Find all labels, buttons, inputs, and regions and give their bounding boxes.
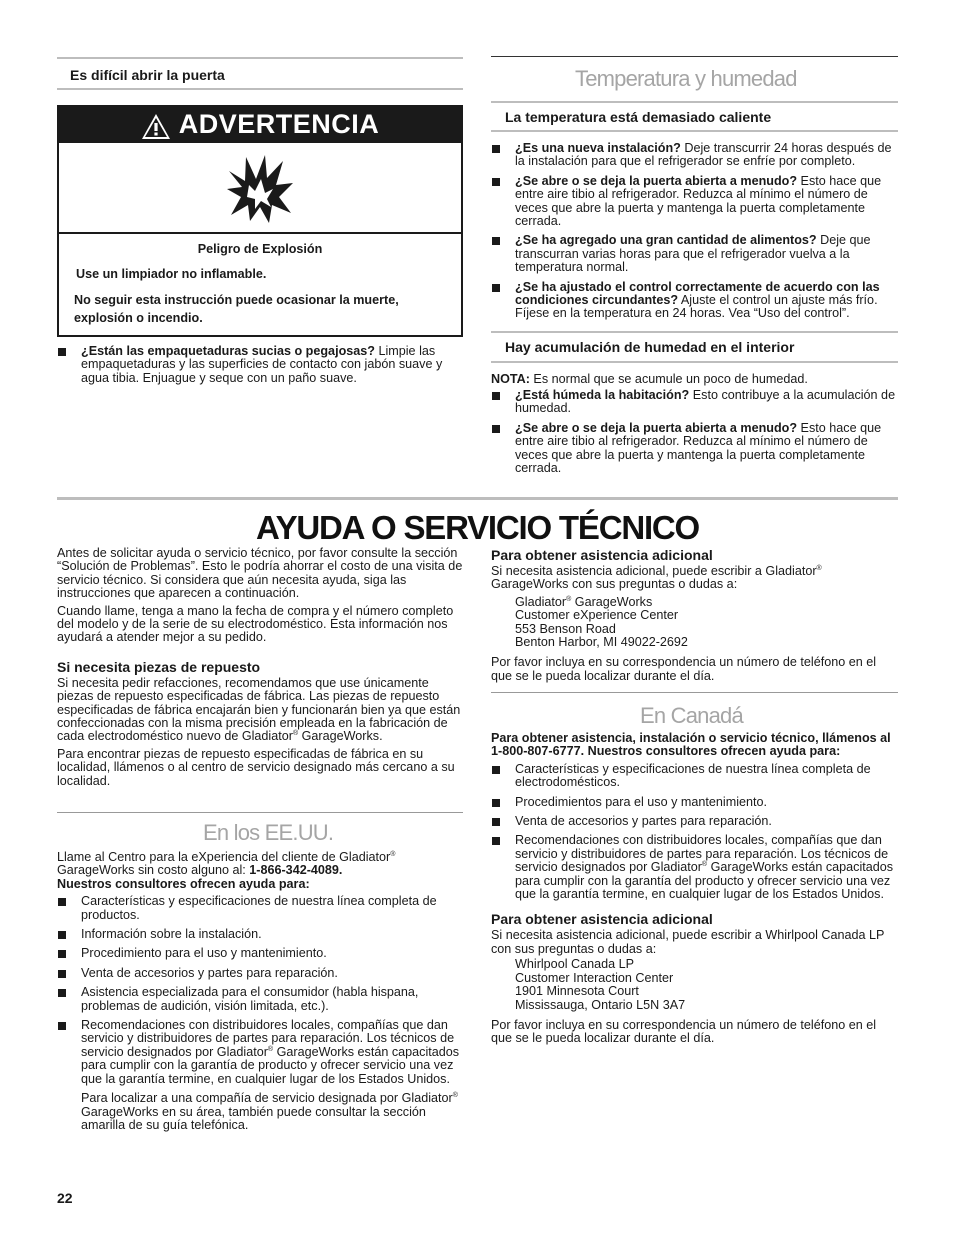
section-title: En Canadá — [640, 703, 743, 728]
subheading: La temperatura está demasiado caliente — [505, 109, 772, 125]
list-item: Recomendaciones con distribuidores locales, compañías que dan servicio y distribuidores de partes para reparación. Los técnicos de servicio designados por Gladiator® GarageWorks están capacitados para cumplir con la garantía de producto y ofrecer servicio una vez que la garantía termine, en cualquier lugar de los Estados Unidos. — [57, 1019, 463, 1086]
list-item: ¿Están las empaquetaduras sucias o pegajosas? Limpie las empaquetaduras y las superficies de contacto con jabón suave y agua tibia. Enjuague y seque con un paño suave. — [57, 345, 463, 385]
divider — [491, 331, 898, 333]
explosion-icon — [225, 153, 295, 225]
bullet-list — [57, 345, 463, 391]
list-item: Procedimiento para el uso y mantenimiento. — [57, 947, 463, 960]
bullet-list — [491, 389, 898, 481]
section-title: En los EE.UU. — [203, 820, 334, 845]
paragraph: Si necesita asistencia adicional, puede escribir a Whirlpool Canada LP con sus preguntas o dudas a: — [491, 928, 885, 956]
warning-graphic-area — [59, 143, 461, 234]
subheading: Si necesita piezas de repuesto — [57, 658, 261, 675]
right-column — [491, 547, 898, 683]
divider — [491, 361, 898, 363]
warning-line2: No seguir esta instrucción puede ocasionar la muerte, explosión o incendio. — [74, 293, 399, 325]
warning-title: ADVERTENCIA — [178, 109, 380, 140]
bullet-list — [57, 895, 463, 1086]
bullet-list — [491, 763, 898, 902]
list-item: Asistencia especializada para el consumidor (habla hispana, problemas de audición, visión limitada, etc.). — [57, 986, 463, 1013]
page-number: 22 — [57, 1190, 73, 1206]
list-item: ¿Se abre o se deja la puerta abierta a menudo? Esto hace que entre aire tibio al refrigerador. Reduzca al mínimo el número de veces que abre la puerta y mantenga la puerta completamente cerrada. — [491, 175, 898, 229]
warning-triangle-icon — [141, 113, 171, 140]
warning-hazard: Peligro de Explosión — [197, 242, 323, 256]
divider — [57, 57, 463, 59]
warning-line1: Use un limpiador no inflamable. — [76, 267, 267, 281]
paragraph: Para localizar a una compañía de servicio designada por Gladiator® GarageWorks en su área, también puede consultar la sección amarilla de su guía telefónica. — [81, 1091, 458, 1132]
section-heading: Es difícil abrir la puerta — [70, 67, 225, 83]
list-item: Venta de accesorios y partes para reparación. — [57, 967, 463, 980]
address: Gladiator® GarageWorks Customer eXperience Center 553 Benson Road Benton Harbor, MI 49022-2692 — [515, 594, 688, 650]
warning-box — [57, 105, 463, 337]
list-item: Procedimientos para el uso y mantenimiento. — [491, 796, 898, 809]
divider — [57, 497, 898, 500]
divider — [491, 56, 898, 57]
list-item: ¿Se abre o se deja la puerta abierta a menudo? Esto hace que entre aire tibio al refrigerador. Reduzca al mínimo el número de veces que abre la puerta y mantenga la puerta completamente cerrada. — [491, 422, 898, 476]
subheading: Hay acumulación de humedad en el interior — [505, 339, 795, 355]
subheading: Para obtener asistencia adicional — [491, 911, 713, 928]
paragraph: Si necesita asistencia adicional, puede escribir a Gladiator® GarageWorks con sus preguntas o dudas a: — [491, 564, 822, 592]
list-item: Venta de accesorios y partes para reparación. — [491, 815, 898, 828]
paragraph: Para encontrar piezas de repuesto especificadas de fábrica en su localidad, llámenos o al centro de servicio designado más cercano a su localidad. — [57, 746, 455, 788]
paragraph: Por favor incluya en su correspondencia un número de teléfono en el que se le pueda localizar durante el día. — [491, 655, 877, 683]
paragraph: Por favor incluya en su correspondencia un número de teléfono en el que se le pueda localizar durante el día. — [491, 1017, 877, 1046]
paragraph: Nuestros consultores ofrecen ayuda para: — [57, 876, 310, 891]
list-item: ¿Se ha ajustado el control correctamente de acuerdo con las condiciones circundantes? Ajuste el control un ajuste más frío. Fíjese en la temperatura en 24 horas. Vea “Uso del control”. — [491, 281, 898, 321]
paragraph: Antes de solicitar ayuda o servicio técnico, por favor consulte la sección “Solución de Problemas”. Esto le podría ahorrar el costo de una visita de servicio técnico. Si considera que aún necesita ayuda, siga las instrucciones que aparecen a continuación. — [57, 546, 463, 601]
bullet-list — [491, 142, 898, 327]
subheading: Para obtener asistencia adicional — [491, 547, 713, 563]
divider — [491, 692, 898, 693]
paragraph: Llame al Centro para la eXperiencia del cliente de Gladiator® GarageWorks sin costo alguno al: 1-866-342-4089. — [57, 850, 396, 878]
address: Whirlpool Canada LP Customer Interaction Center 1901 Minnesota Court Mississauga, Ontario L5N 3A7 — [515, 957, 686, 1012]
list-item: ¿Es una nueva instalación? Deje transcurrir 24 horas después de la instalación para que el refrigerador se enfríe por completo. — [491, 142, 898, 169]
us-section — [57, 851, 463, 1132]
list-item: Características y especificaciones de nuestra línea completa de productos. — [57, 895, 463, 922]
note: NOTA: Es normal que se acumule un poco de humedad. — [491, 372, 808, 386]
list-item: Información sobre la instalación. — [57, 928, 463, 941]
page-title: AYUDA O SERVICIO TÉCNICO — [255, 509, 700, 546]
divider — [491, 101, 898, 103]
paragraph: Para obtener asistencia, instalación o servicio técnico, llámenos al 1-800-807-6777. Nuestros consultores ofrecen ayuda para: — [491, 731, 891, 759]
warning-header — [59, 107, 461, 143]
canada-section — [491, 732, 898, 1046]
paragraph: Si necesita pedir refacciones, recomendamos que use únicamente piezas de repuesto especificadas de fábrica. Las piezas de repuesto especificadas de fábrica encajarán bien y funcionarán bien ya que están confeccionadas con la misma precisión empleada en la fabricación de cada electrodoméstico nuevo de Gladiator® GarageWorks. — [57, 675, 461, 744]
divider — [57, 812, 463, 813]
paragraph: Cuando llame, tenga a mano la fecha de compra y el número completo del modelo y de la serie de su electrodoméstico. Esta información nos ayudará a atender mejor a su pedido. — [57, 603, 454, 645]
list-item: ¿Se ha agregado una gran cantidad de alimentos? Deje que transcurran varias horas para que el refrigerador vuelva a la temperatura normal. — [491, 234, 898, 274]
list-item: Recomendaciones con distribuidores locales, compañías que dan servicio y distribuidores de partes para reparación. Los técnicos de servicio designados por Gladiator® GarageWorks están capacitados para cumplir con la garantía del producto y ofrecer servicio una vez que la garantía termine, en cualquier lugar de los Estados Unidos. — [491, 834, 898, 901]
list-item: ¿Está húmeda la habitación? Esto contribuye a la acumulación de humedad. — [491, 389, 898, 416]
left-column — [57, 547, 463, 788]
list-item: Características y especificaciones de nuestra línea completa de electrodomésticos. — [491, 763, 898, 790]
divider — [57, 88, 463, 90]
section-title: Temperatura y humedad — [575, 66, 797, 91]
divider — [491, 130, 898, 132]
